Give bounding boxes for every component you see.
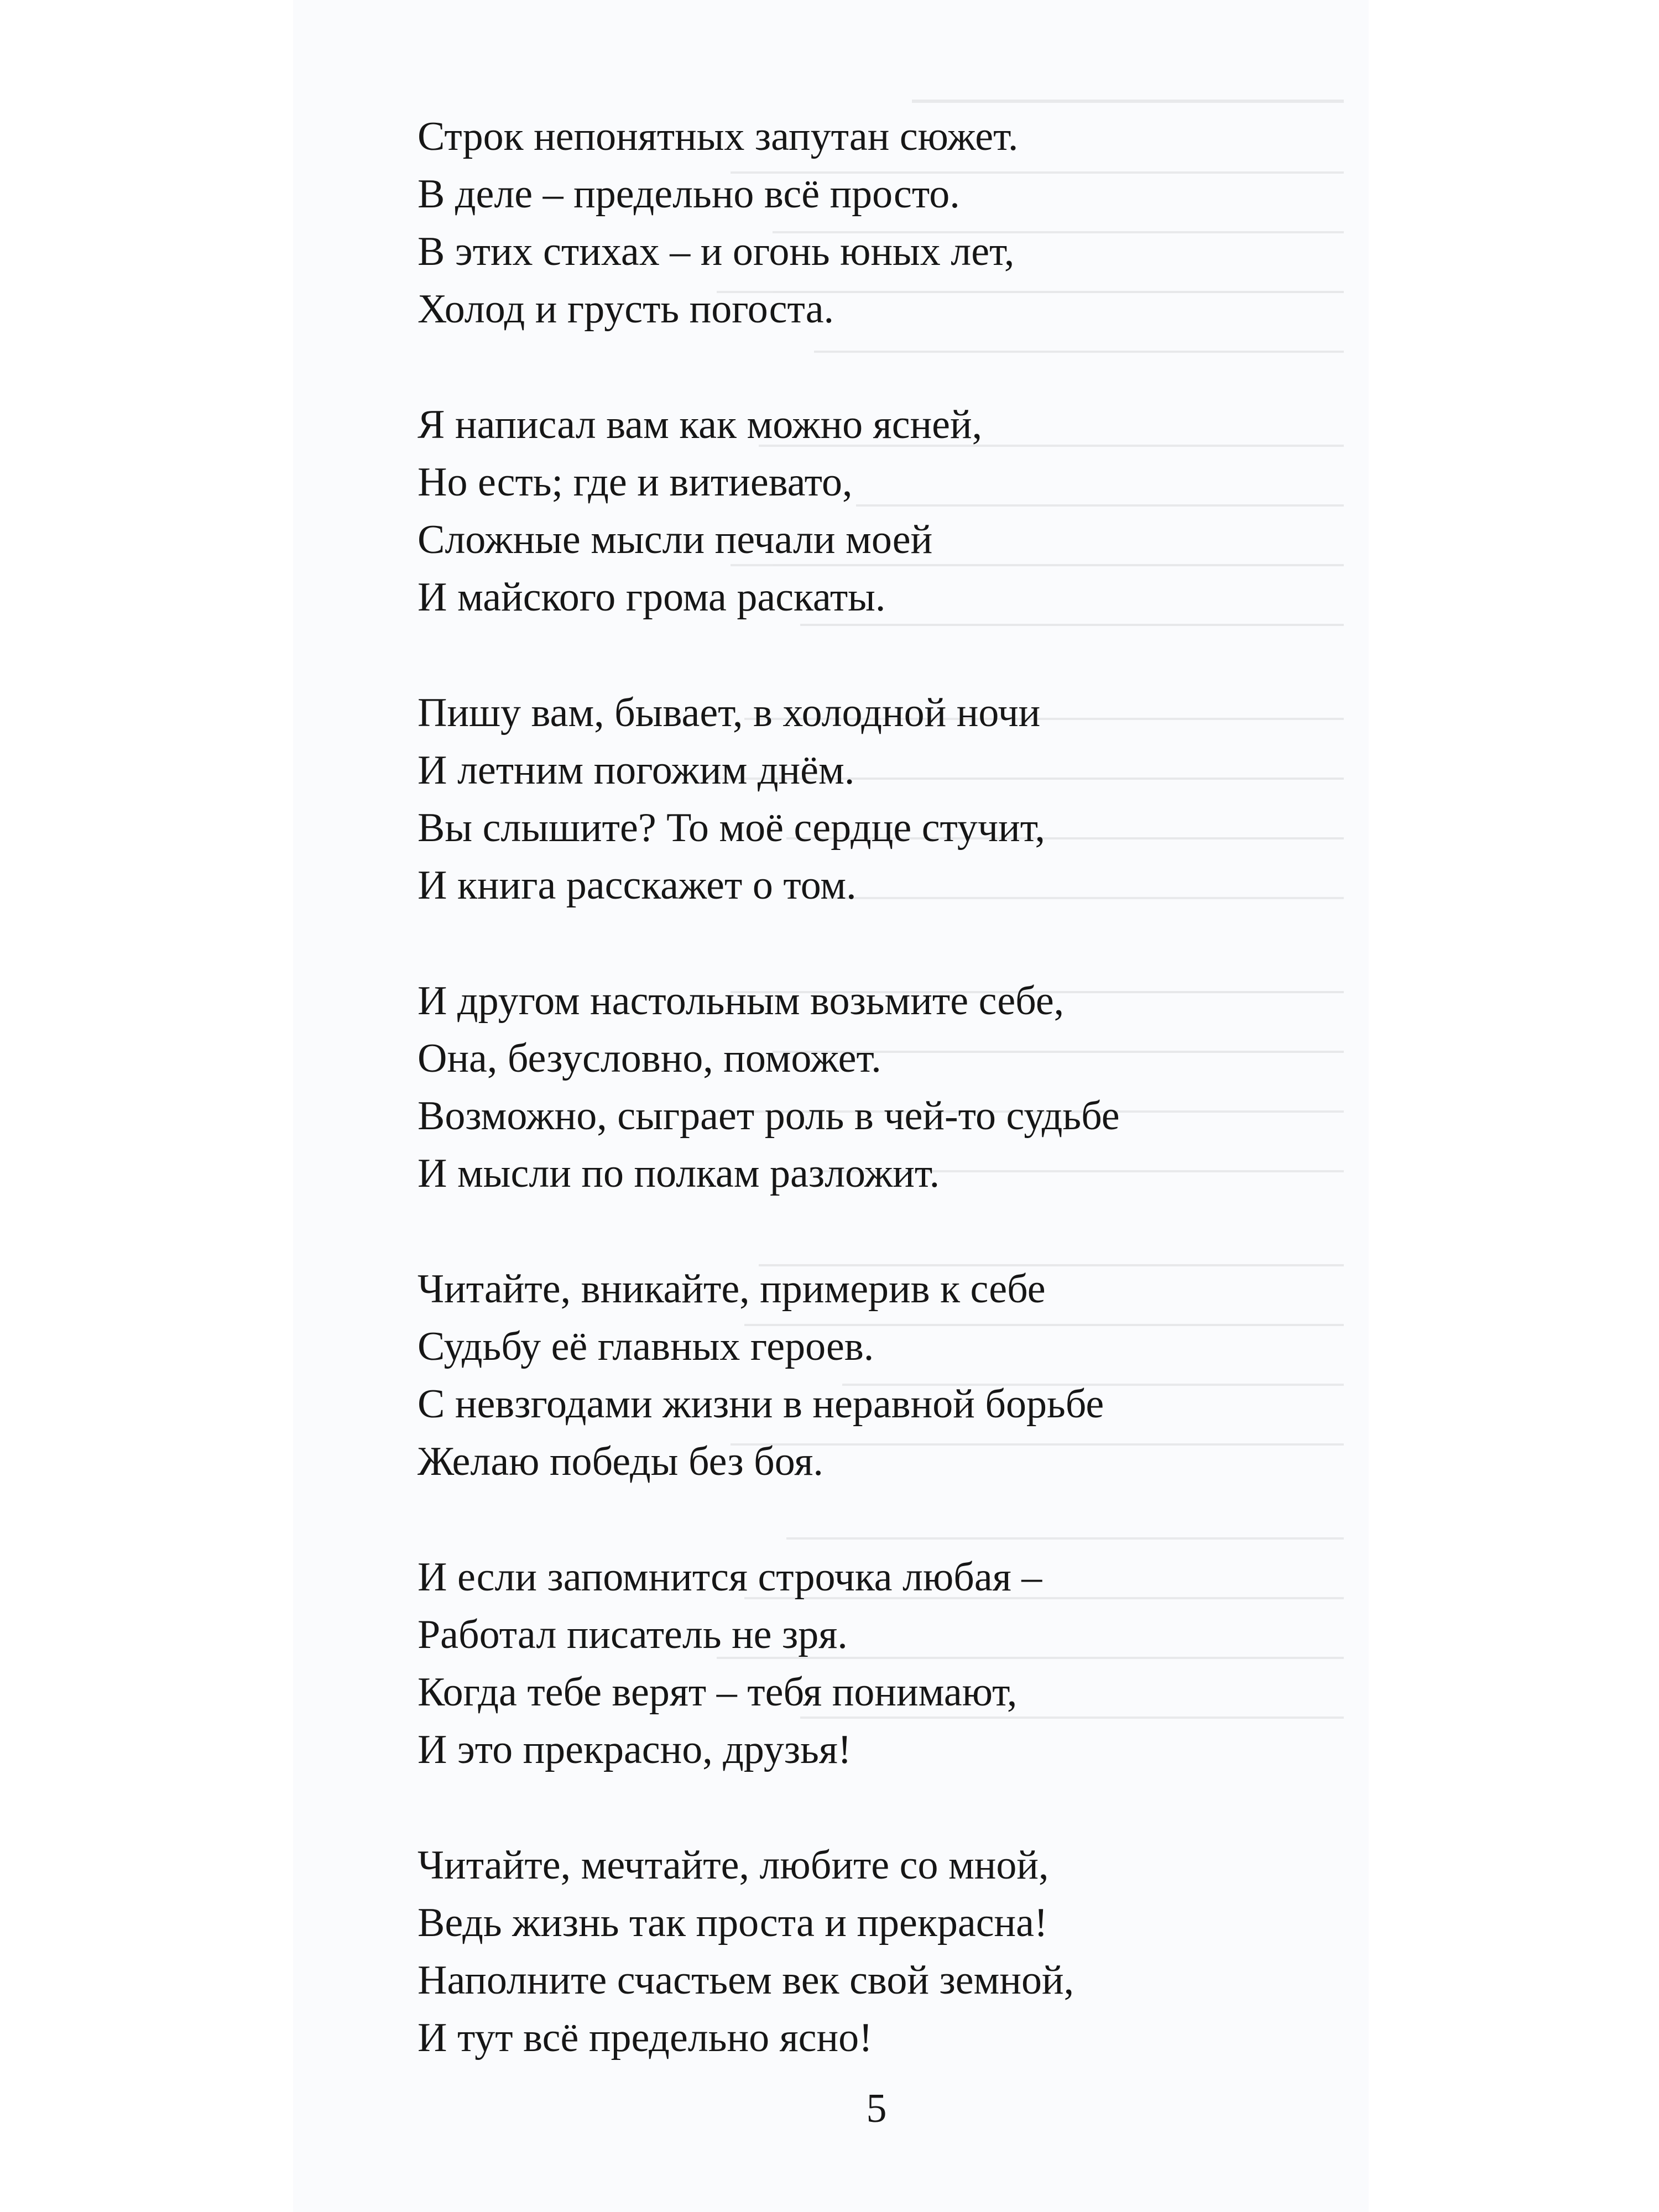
poem-line: Сложные мысли печали моей — [418, 517, 933, 562]
poem-line: Желаю победы без боя. — [418, 1439, 823, 1484]
stanza-3 — [418, 684, 1358, 914]
poem-line: Холод и грусть погоста. — [418, 286, 834, 332]
poem-line: И другом настольным возьмите себе, — [418, 978, 1065, 1024]
poem-line: В этих стихах – и огонь юных лет, — [418, 229, 1015, 274]
stanza-2 — [418, 396, 1358, 626]
poem-line: С невзгодами жизни в неравной борьбе — [418, 1381, 1104, 1427]
stanza-1 — [418, 108, 1358, 338]
stanza-7 — [418, 1837, 1358, 2067]
poem-line: Читайте, мечтайте, любите со мной, — [418, 1843, 1049, 1888]
poem-line: И тут всё предельно ясно! — [418, 2015, 873, 2060]
poem-line: Но есть; где и витиевато, — [418, 460, 853, 505]
poem-line: Когда тебе верят – тебя понимают, — [418, 1670, 1018, 1715]
stanza-5 — [418, 1260, 1358, 1490]
page-number: 5 — [866, 2086, 887, 2131]
stanza-4 — [418, 972, 1358, 1202]
poem-line: И летним погожим днём. — [418, 748, 855, 793]
poem-line: И майского грома раскаты. — [418, 575, 886, 620]
stanza-6 — [418, 1548, 1358, 1778]
poem-line: Судьбу её главных героев. — [418, 1324, 874, 1369]
poem — [418, 108, 1358, 2125]
poem-line: Она, безусловно, поможет. — [418, 1036, 881, 1081]
poem-line: Пишу вам, бывает, в холодной ночи — [418, 690, 1041, 735]
poem-line: Я написал вам как можно ясней, — [418, 402, 983, 447]
poem-line: И это прекрасно, друзья! — [418, 1727, 852, 1772]
poem-line: Читайте, вникайте, примерив к себе — [418, 1266, 1046, 1312]
poem-line: Наполните счастьем век свой земной, — [418, 1958, 1074, 2003]
poem-line: И если запомнится строчка любая – — [418, 1554, 1042, 1600]
poem-line: В деле – предельно всё просто. — [418, 171, 960, 217]
poem-line: Работал писатель не зря. — [418, 1612, 848, 1657]
poem-line: И мысли по полкам разложит. — [418, 1151, 940, 1196]
poem-line: Вы слышите? То моё сердце стучит, — [418, 805, 1046, 851]
poem-line: Возможно, сыграет роль в чей-то судьбе — [418, 1093, 1120, 1139]
poem-line: Ведь жизнь так проста и прекрасна! — [418, 1900, 1048, 1945]
poem-line: Строк непонятных запутан сюжет. — [418, 114, 1019, 159]
poem-line: И книга расскажет о том. — [418, 863, 857, 908]
